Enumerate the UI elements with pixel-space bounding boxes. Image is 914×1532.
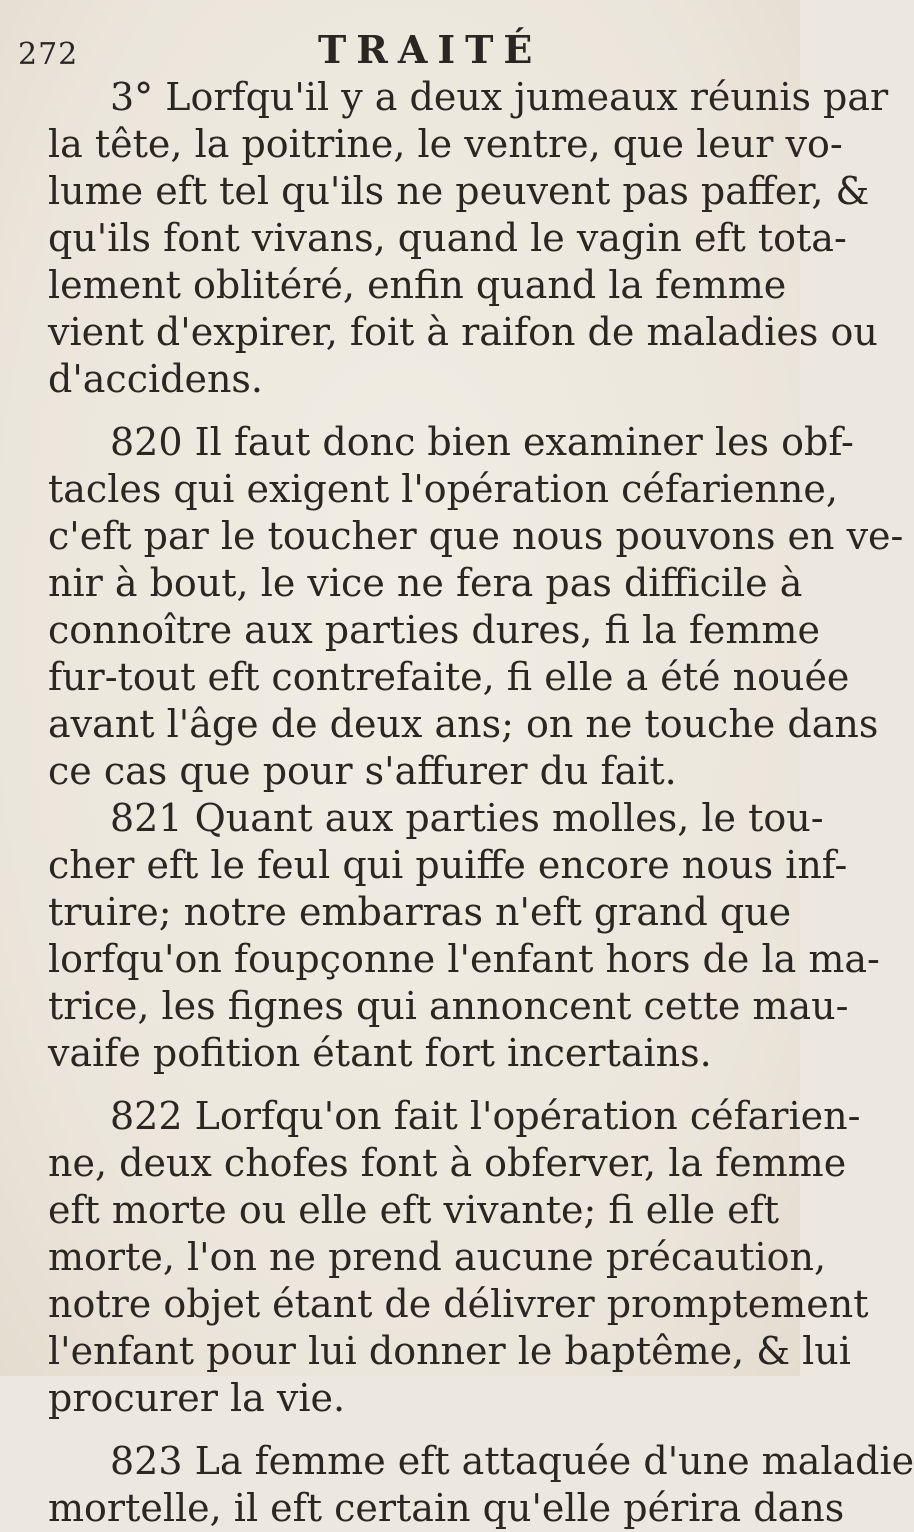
paragraph-823	[48, 1438, 914, 1532]
text-line: c'eft par le toucher que nous pouvons en ve-	[48, 514, 904, 558]
text-line: cher eft le feul qui puiffe encore nous inf-	[48, 843, 848, 887]
text-line: fur-tout eft contrefaite, fi elle a été nouée	[48, 655, 850, 699]
text-line: vaife pofition étant fort incertains.	[48, 1031, 712, 1075]
text-line: notre objet étant de délivrer promptement	[48, 1282, 869, 1326]
text-line: lorfqu'on foupçonne l'enfant hors de la ma-	[48, 937, 880, 981]
text-line: morte, l'on ne prend aucune précaution,	[48, 1235, 827, 1279]
text-line: la tête, la poitrine, le ventre, que leur vo-	[48, 122, 843, 166]
text-line: truire; notre embarras n'eft grand que	[48, 890, 792, 934]
text-line: qu'ils font vivans, quand le vagin eft tota-	[48, 216, 847, 260]
text-line: connoître aux parties dures, fi la femme	[48, 608, 820, 652]
body-text	[48, 74, 914, 1532]
text-line: 3° Lorfqu'il y a deux jumeaux réunis par	[110, 75, 889, 119]
text-line: procurer la vie.	[48, 1376, 346, 1420]
text-line: ce cas que pour s'affurer du fait.	[48, 749, 677, 793]
text-line: tacles qui exigent l'opération céfarienne,	[48, 467, 838, 511]
text-line: nir à bout, le vice ne fera pas difficile à	[48, 561, 803, 605]
text-line: avant l'âge de deux ans; on ne touche dans	[48, 702, 879, 746]
page-number: 272	[18, 37, 79, 72]
text-line: 822 Lorfqu'on fait l'opération céfarien-	[110, 1094, 861, 1138]
text-line: lement oblitéré, enfin quand la femme	[48, 263, 787, 307]
text-line: trice, les fignes qui annoncent cette mau-	[48, 984, 849, 1028]
page-header	[18, 12, 778, 72]
paragraph-819	[48, 74, 889, 403]
text-line: lume eft tel qu'ils ne peuvent pas paffer, &	[48, 169, 870, 213]
text-line: d'accidens.	[48, 357, 264, 401]
text-line: 821 Quant aux parties molles, le tou-	[110, 796, 824, 840]
text-line: l'enfant pour lui donner le baptême, & lui	[48, 1329, 851, 1373]
text-line: mortelle, il eft certain qu'elle périra dans	[48, 1486, 845, 1530]
text-line: ne, deux chofes font à obferver, la femme	[48, 1141, 847, 1185]
paragraph-821	[48, 795, 880, 1077]
running-head: TRAITÉ	[318, 27, 543, 72]
text-line: 820 Il faut donc bien examiner les obf-	[110, 420, 854, 464]
text-line: eft morte ou elle eft vivante; fi elle eft	[48, 1188, 779, 1232]
text-line: 823 La femme eft attaquée d'une maladie	[110, 1439, 914, 1483]
paragraph-822	[48, 1093, 869, 1422]
paragraph-820	[48, 419, 904, 795]
text-line: vient d'expirer, foit à raifon de maladies ou	[48, 310, 878, 354]
